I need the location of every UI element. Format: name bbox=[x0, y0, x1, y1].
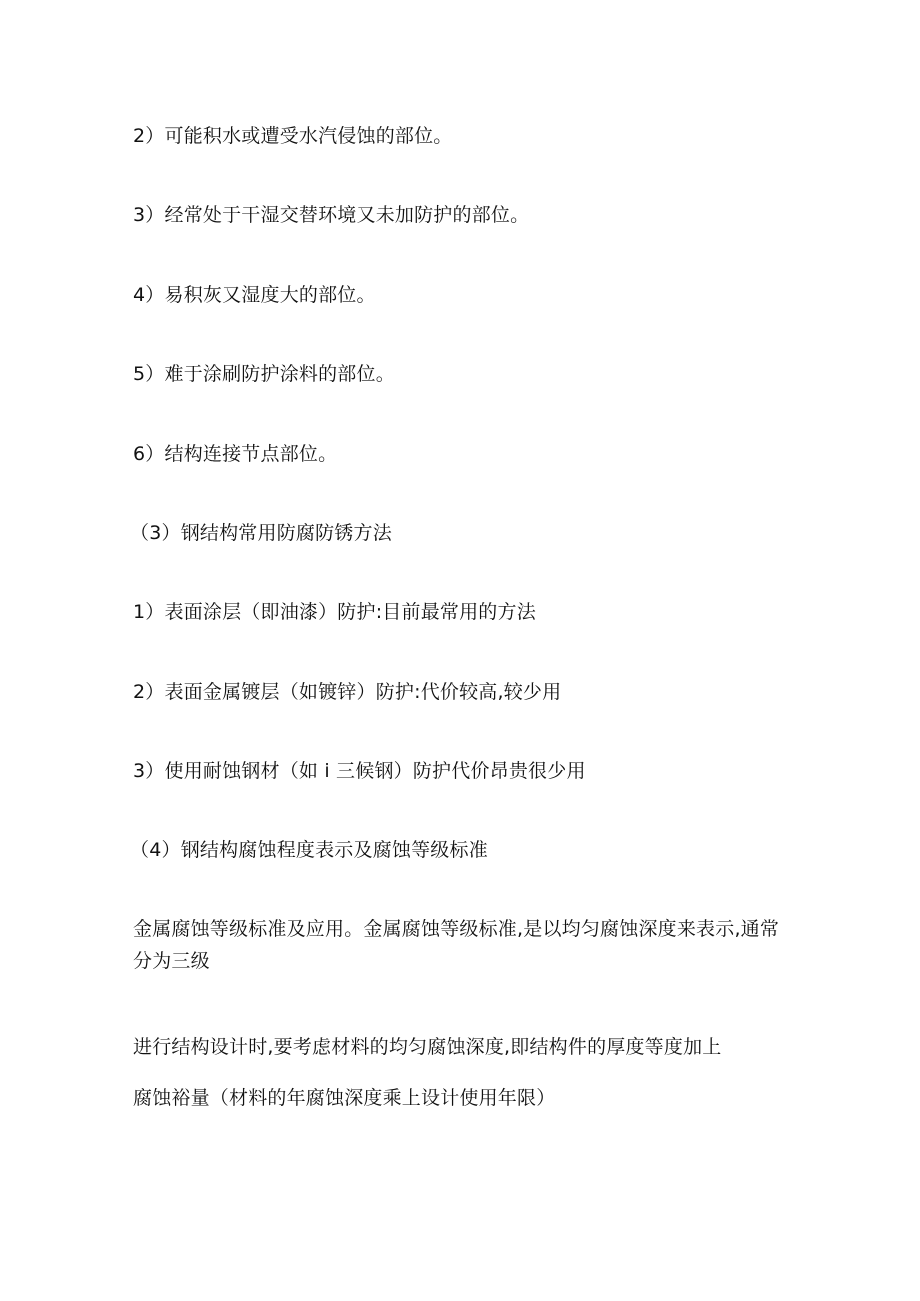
method-item-1: 1）表面涂层（即油漆）防护:目前最常用的方法 bbox=[133, 601, 536, 623]
method-item-2: 2）表面金属镀层（如镀锌）防护:代价较高,较少用 bbox=[133, 681, 562, 703]
list-item-5: 5）难于涂刷防护涂料的部位。 bbox=[133, 363, 395, 385]
method-item-3: 3）使用耐蚀钢材（如 i 三候钢）防护代价昂贵很少用 bbox=[133, 760, 586, 782]
paragraph-corrosion-grade: 金属腐蚀等级标准及应用。金属腐蚀等级标准,是以均匀腐蚀深度来表示,通常分为三级 bbox=[133, 918, 780, 972]
list-item-6: 6）结构连接节点部位。 bbox=[133, 443, 338, 465]
paragraph-corrosion-allowance: 腐蚀裕量（材料的年腐蚀深度乘上设计使用年限） bbox=[133, 1087, 556, 1109]
paragraph-design-note: 进行结构设计时,要考虑材料的均匀腐蚀深度,即结构件的厚度等度加上 bbox=[133, 1036, 722, 1058]
section-heading-3: （3）钢结构常用防腐防锈方法 bbox=[130, 522, 392, 544]
list-item-4: 4）易积灰又湿度大的部位。 bbox=[133, 284, 376, 306]
list-item-2: 2）可能积水或遭受水汽侵蚀的部位。 bbox=[133, 125, 453, 147]
section-heading-4: （4）钢结构腐蚀程度表示及腐蚀等级标准 bbox=[130, 839, 488, 861]
list-item-3: 3）经常处于干湿交替环境又未加防护的部位。 bbox=[133, 204, 530, 226]
